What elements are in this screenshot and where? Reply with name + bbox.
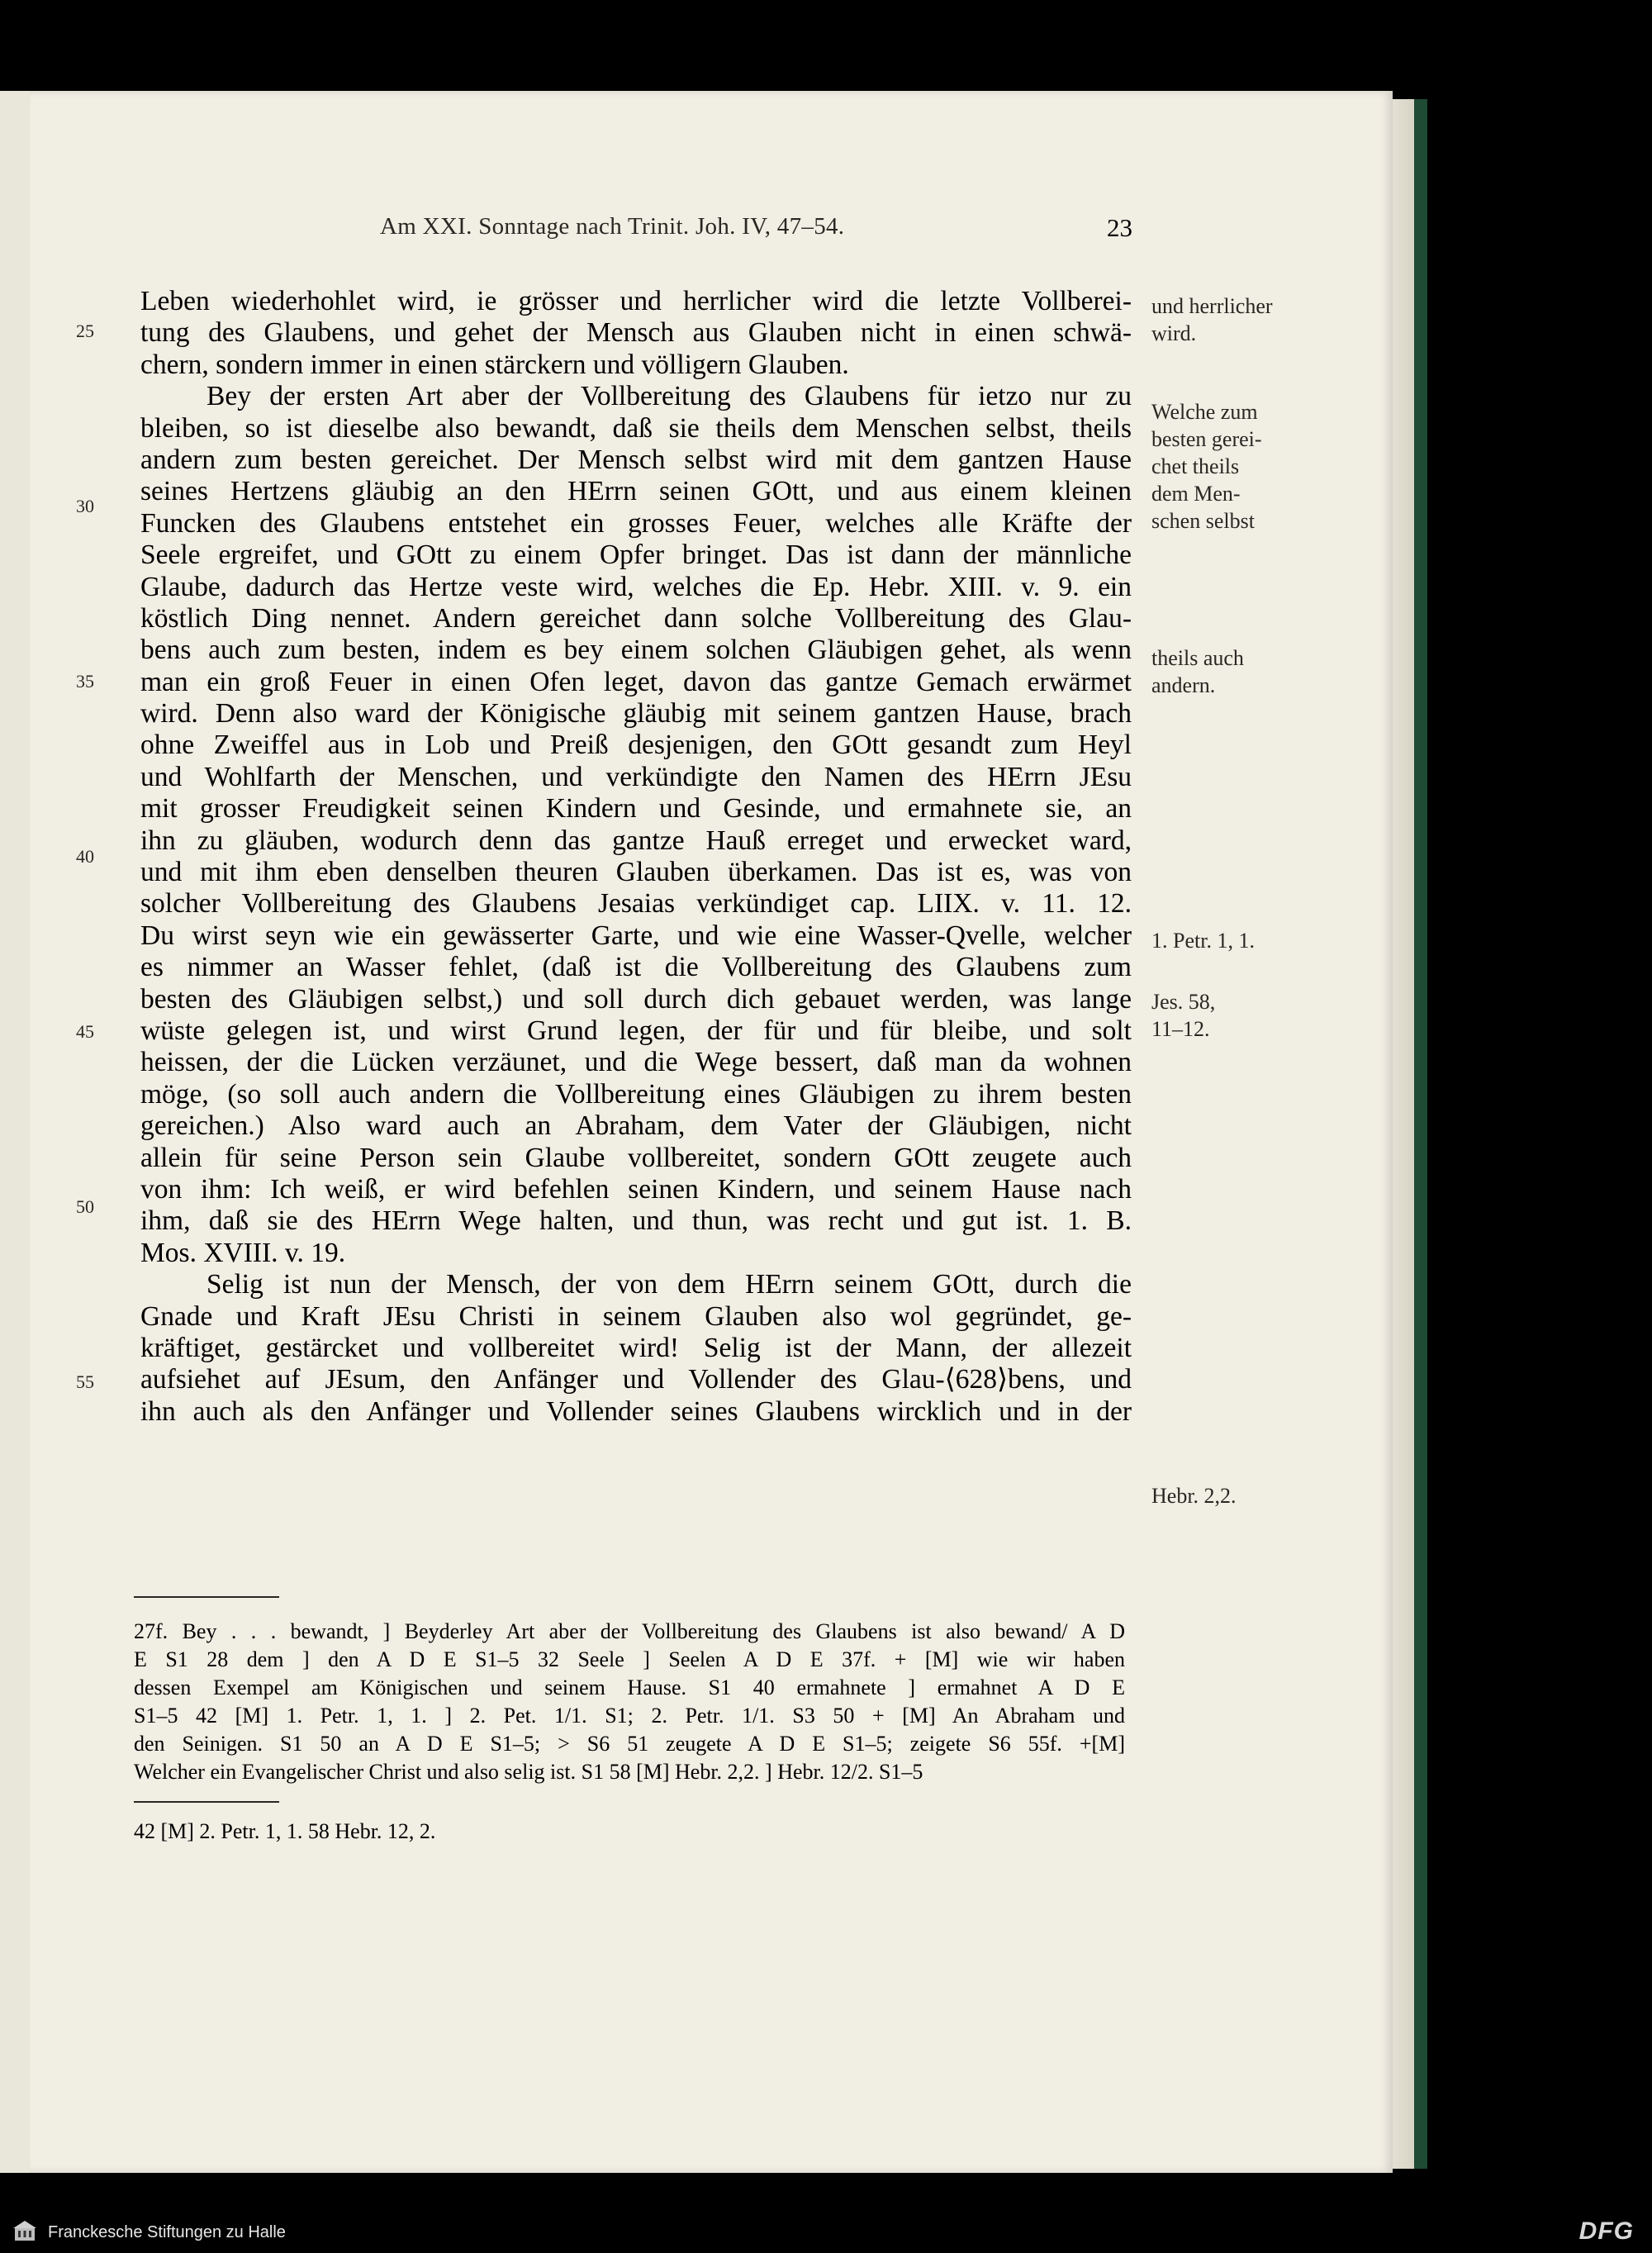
text-line: besten des Gläubigen selbst,) und soll durch dich gebauet werden, was lange <box>140 983 1132 1015</box>
text-line: Mos. XVIII. v. 19. <box>140 1237 346 1268</box>
margin-note: Hebr. 2,2. <box>1151 1484 1237 1508</box>
apparatus-line: 27f. Bey . . . bewandt, ] Beyderley Art aber der Vollbereitung des Glaubens ist also bewand/ A D <box>134 1619 1125 1643</box>
source-notes <box>134 1818 1125 1846</box>
text-line: Bey der ersten Art aber der Vollbereitung des Glaubens für ietzo nur zu <box>206 381 1132 412</box>
text-line: und Wohlfarth der Menschen, und verkündigte den Namen des HErrn JEsu <box>140 761 1132 792</box>
text-line: Glaube, dadurch das Hertze veste wird, welches die Ep. Hebr. XIII. v. 9. ein <box>140 571 1132 602</box>
text-line: mit grosser Freudigkeit seinen Kindern und Gesinde, und ermahnete sie, an <box>140 793 1132 825</box>
line-number: 35 <box>76 671 94 692</box>
text-line: es nimmer an Wasser fehlet, (daß ist die Vollbereitung des Glaubens zum <box>140 952 1132 983</box>
text-line: man ein groß Feuer in einen Ofen leget, davon das gantze Gemach erwärmet <box>140 666 1132 697</box>
text-line: Seele ergreifet, und GOtt zu einem Opfer bringet. Das ist dann der männliche <box>140 539 1132 571</box>
book-cover-edge <box>1414 99 1427 2169</box>
margin-note: 1. Petr. 1, 1. <box>1151 929 1255 953</box>
text-line: und mit ihm eben denselben theuren Glauben überkamen. Das ist es, was von <box>140 857 1132 888</box>
text-line: Du wirst seyn wie ein gewässerter Garte, und wie eine Wasser-Qvelle, welcher <box>140 920 1132 951</box>
text-line: wird. Denn also ward der Königische gläubig mit seinem gantzen Hause, brach <box>140 698 1132 730</box>
critical-apparatus <box>134 1618 1125 1786</box>
text-line: tung des Glaubens, und gehet der Mensch aus Glauben nicht in einen schwä- <box>140 317 1132 349</box>
text-line: bens auch zum besten, indem es bey einem solchen Gläubigen gehet, als wenn <box>140 635 1132 666</box>
margin-note: und herrlicher wird. <box>1151 294 1273 345</box>
text-line: heissen, der die Lücken verzäunet, und die Wege bessert, daß man da wohnen <box>140 1047 1132 1078</box>
text-line: von ihm: Ich weiß, er wird befehlen seinen Kindern, und seinem Hause nach <box>140 1173 1132 1205</box>
text-line: allein für seine Person sein Glaube vollbereitet, sondern GOtt zeugete auch <box>140 1142 1132 1173</box>
footnote-rule-2 <box>134 1801 279 1803</box>
page-number: 23 <box>1107 213 1132 242</box>
footnote-rule <box>134 1596 279 1598</box>
text-line: andern zum besten gereichet. Der Mensch selbst wird mit dem gantzen Hause <box>140 444 1132 475</box>
line-number: 55 <box>76 1371 94 1392</box>
line-number: 25 <box>76 321 94 341</box>
left-page-strip <box>0 91 31 2173</box>
text-line: Selig ist nun der Mensch, der von dem HErrn seinem GOtt, durch die <box>206 1269 1132 1300</box>
text-line: Funcken des Glaubens entstehet ein grosses Feuer, welches alle Kräfte der <box>140 507 1132 539</box>
text-line: wüste gelegen ist, und wirst Grund legen, der für und für bleibe, und solt <box>140 1015 1132 1046</box>
apparatus-line: Welcher ein Evangelischer Christ und also selig ist. S1 58 [M] Hebr. 2,2. ] Hebr. 12/2. S1–5 <box>134 1760 923 1784</box>
apparatus-line: E S1 28 dem ] den A D E S1–5 32 Seele ] Seelen A D E 37f. + [M] wie wir haben <box>134 1647 1125 1671</box>
apparatus-line: den Seinigen. S1 50 an A D E S1–5; > S6 51 zeugete A D E S1–5; zeigete S6 55f. +[M] <box>134 1732 1125 1756</box>
text-line: aufsiehet auf JEsum, den Anfänger und Vollender des Glau-⟨628⟩bens, und <box>140 1364 1132 1395</box>
text-line: ihm, daß sie des HErrn Wege halten, und thun, was recht und gut ist. 1. B. <box>140 1205 1132 1237</box>
footer-institution: Franckesche Stiftungen zu Halle <box>48 2223 286 2241</box>
text-line: ihn zu gläuben, wodurch denn das gantze Hauß erreget und erwecket ward, <box>140 825 1132 856</box>
margin-note: theils auch andern. <box>1151 646 1244 697</box>
running-title: Am XXI. Sonntage nach Trinit. Joh. IV, 47–54. <box>380 213 845 240</box>
text-line: solcher Vollbereitung des Glaubens Jesaias verkündiget cap. LIIX. v. 11. 12. <box>140 888 1132 920</box>
source-note-line: 42 [M] 2. Petr. 1, 1. 58 Hebr. 12, 2. <box>134 1819 436 1843</box>
dfg-logo: DFG <box>1578 2217 1634 2245</box>
text-line: Gnade und Kraft JEsu Christi in seinem Glauben also wol gegründet, ge- <box>140 1300 1132 1332</box>
main-text <box>140 286 1132 1428</box>
line-number: 50 <box>76 1196 94 1217</box>
text-line: möge, (so soll auch andern die Vollbereitung eines Gläubigen zu ihrem besten <box>140 1078 1132 1110</box>
line-number: 40 <box>76 846 94 867</box>
institution-logo-icon <box>13 2219 36 2244</box>
margin-note: Welche zum besten gerei- chet theils dem Men- schen selbst <box>1151 400 1262 533</box>
line-number: 45 <box>76 1021 94 1042</box>
text-line: köstlich Ding nennet. Andern gereichet dann solche Vollbereitung des Glau- <box>140 602 1132 634</box>
text-line: bleiben, so ist dieselbe also bewandt, daß sie theils dem Menschen selbst, theils <box>140 412 1132 444</box>
text-line: ihn auch als den Anfänger und Vollender seines Glaubens wircklich und in der <box>140 1395 1132 1427</box>
text-line: gereichen.) Also ward auch an Abraham, dem Vater der Gläubigen, nicht <box>140 1110 1132 1142</box>
text-line: ohne Zweiffel aus in Lob und Preiß desjenigen, den GOtt gesandt zum Heyl <box>140 730 1132 761</box>
text-line: seines Hertzens gläubig an den HErrn seinen GOtt, und aus einem kleinen <box>140 476 1132 507</box>
apparatus-line: S1–5 42 [M] 1. Petr. 1, 1. ] 2. Pet. 1/1. S1; 2. Petr. 1/1. S3 50 + [M] An Abraham und <box>134 1704 1125 1728</box>
margin-note: Jes. 58, 11–12. <box>1151 990 1216 1041</box>
text-line: chern, sondern immer in einen stärckern und völligern Glauben. <box>140 349 849 380</box>
line-number: 30 <box>76 496 94 516</box>
text-line: kräftiget, gestärcket und vollbereitet wird! Selig ist der Mann, der allezeit <box>140 1332 1132 1363</box>
apparatus-line: dessen Exempel am Königischen und seinem Hause. S1 40 ermahnete ] ermahnet A D E <box>134 1675 1125 1699</box>
text-line: Leben wiederhohlet wird, ie grösser und herrlicher wird die letzte Vollberei- <box>140 286 1132 316</box>
